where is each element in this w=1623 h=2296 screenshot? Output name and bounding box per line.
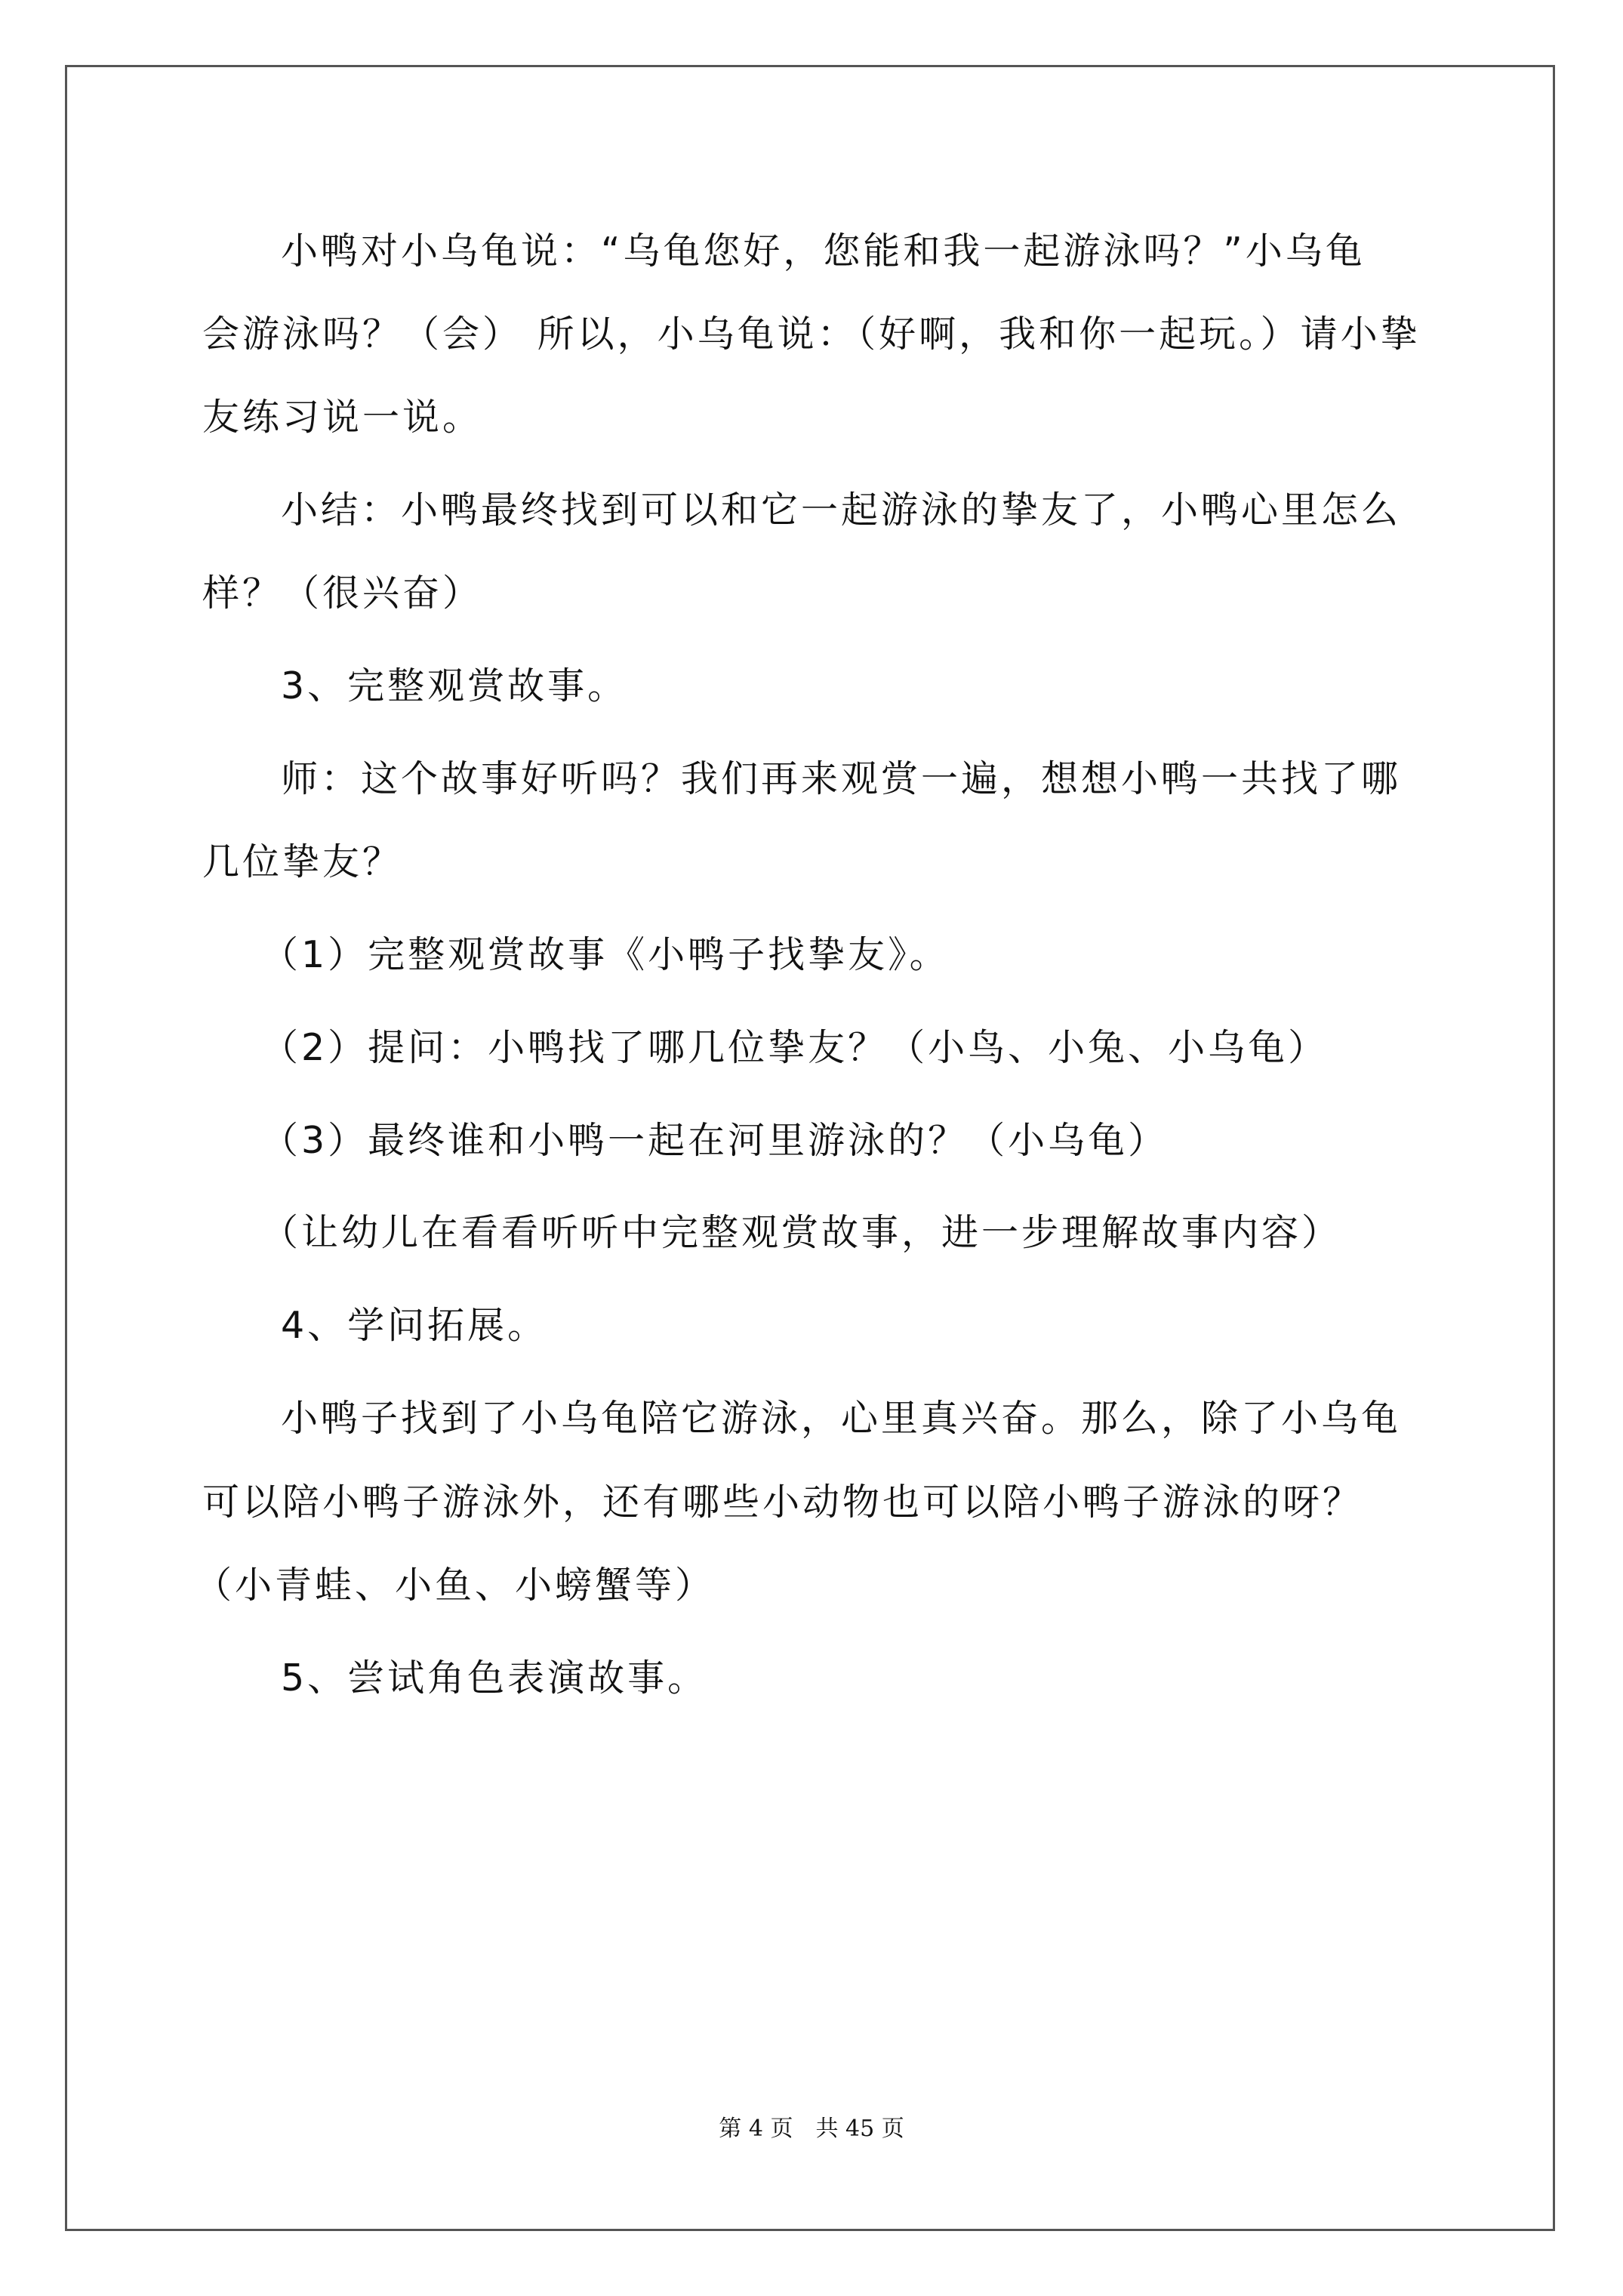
paragraph-line: 3、完整观赏故事。 bbox=[281, 664, 628, 707]
paragraph-line: 小结：小鸭最终找到可以和它一起游泳的挚友了，小鸭心里怎么 bbox=[281, 488, 1402, 532]
paragraph-line: 几位挚友？ bbox=[202, 840, 403, 883]
paragraph-line: 5、尝试角色表演故事。 bbox=[281, 1657, 708, 1700]
paragraph-line: （小青蛙、小鱼、小螃蟹等） bbox=[195, 1564, 716, 1607]
paragraph-line: 小鸭对小乌龟说：“乌龟您好，您能和我一起游泳吗？”小乌龟 bbox=[281, 230, 1366, 273]
paragraph-line: 可以陪小鸭子游泳外，还有哪些小动物也可以陪小鸭子游泳的呀？ bbox=[202, 1481, 1363, 1524]
paragraph-line: （2）提问：小鸭找了哪几位挚友？（小鸟、小兔、小乌龟） bbox=[261, 1026, 1329, 1069]
paragraph-line: （1）完整观赏故事《小鸭子找挚友》。 bbox=[261, 933, 950, 976]
paragraph-line: 友练习说一说。 bbox=[202, 396, 483, 439]
paragraph-line: 样？（很兴奋） bbox=[202, 572, 483, 615]
paragraph-line: 会游泳吗？（会） 所以，小乌龟说：（好啊，我和你一起玩。）请小挚 bbox=[202, 313, 1421, 356]
paragraph-line: （让幼儿在看看听听中完整观赏故事，进一步理解故事内容） bbox=[261, 1211, 1342, 1254]
paragraph-line: 师：这个故事好听吗？我们再来观赏一遍，想想小鸭一共找了哪 bbox=[281, 757, 1402, 800]
paragraph-line: 小鸭子找到了小乌龟陪它游泳，心里真兴奋。那么，除了小乌龟 bbox=[281, 1397, 1402, 1440]
paragraph-line: （3）最终谁和小鸭一起在河里游泳的？（小乌龟） bbox=[261, 1119, 1169, 1162]
paragraph-line: 4、学问拓展。 bbox=[281, 1304, 548, 1347]
page-number-footer: 第 4 页 共 45 页 bbox=[719, 2116, 904, 2142]
